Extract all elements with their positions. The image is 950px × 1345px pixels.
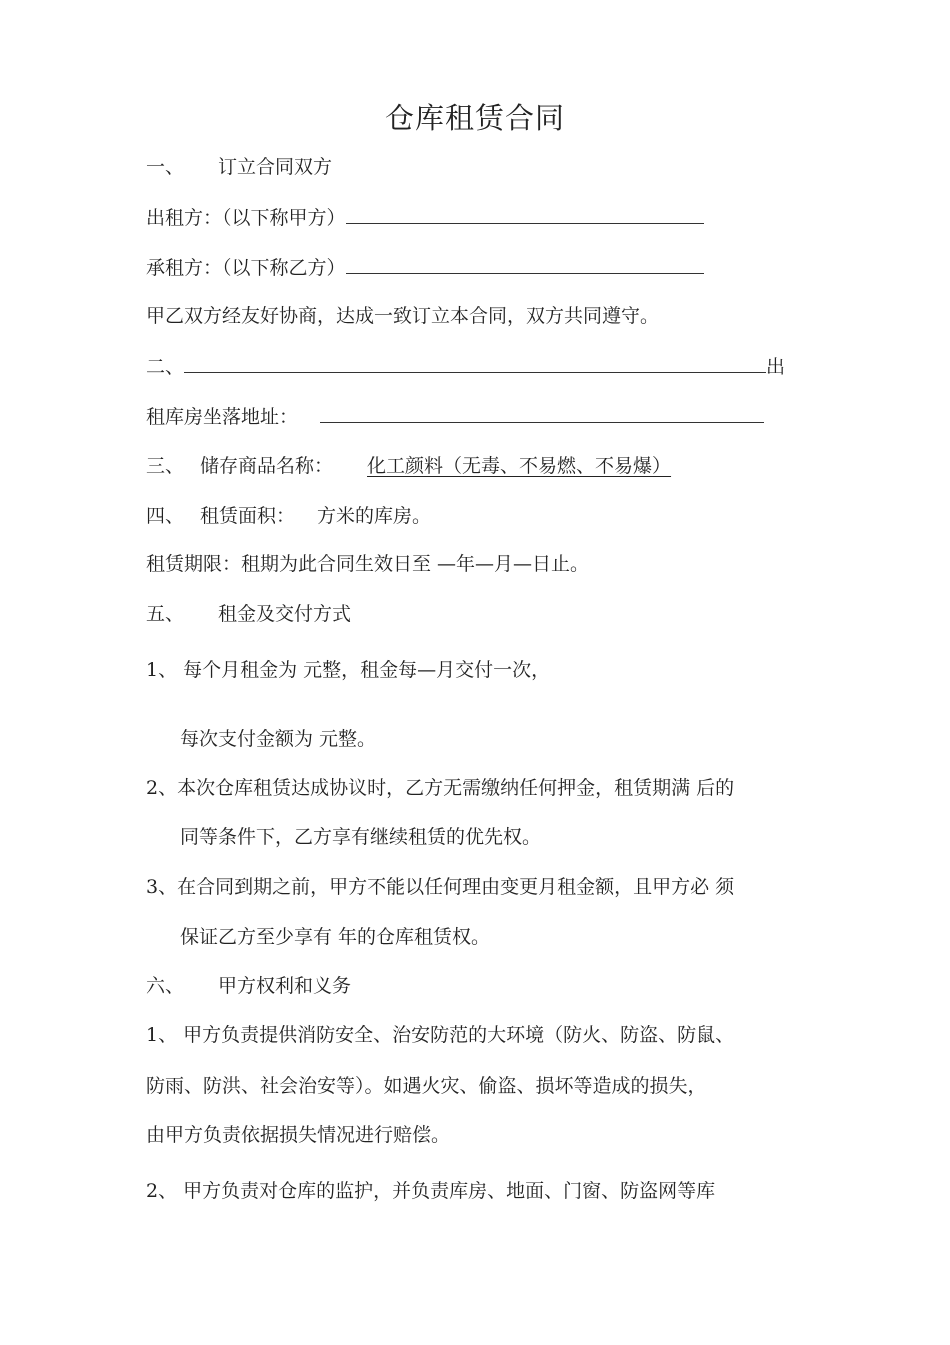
clause-6-2: 2、 甲方负责对仓库的监护，并负责库房、地面、门窗、防盗网等库 — [146, 1180, 716, 1202]
goods-name: 化工颜料（无毒、不易燃、不易爆） — [367, 455, 672, 477]
agreement-line: 甲乙双方经友好协商，达成一致订立本合同，双方共同遵守。 — [146, 305, 660, 327]
lessee-blank — [346, 253, 704, 274]
document-title: 仓库租赁合同 — [384, 101, 565, 135]
section-number: 六、 — [146, 975, 185, 997]
section-5-heading — [146, 600, 351, 628]
section-title: 订立合同双方 — [218, 156, 333, 178]
area-value: 方米的库房。 — [317, 505, 432, 527]
lease-term-line: 租赁期限：租期为此合同生效日至 —年—月—日止。 — [146, 553, 590, 575]
lessor-line — [146, 203, 704, 232]
section-2-tail: 出 — [766, 356, 786, 378]
section-number: 一、 — [146, 156, 185, 178]
section-number: 三、 — [146, 455, 185, 477]
clause-5-3: 3、在合同到期之前，甲方不能以任何理由变更月租金额，且甲方必 须 — [146, 876, 735, 898]
clause-5-3-cont: 保证乙方至少享有 年的仓库租赁权。 — [180, 926, 491, 948]
clause-5-2: 2、本次仓库租赁达成协议时，乙方无需缴纳任何押金，租赁期满 后的 — [146, 777, 735, 799]
address-line — [146, 402, 764, 431]
section-number: 二、 — [146, 356, 185, 378]
address-label: 租库房坐落地址： — [146, 406, 299, 428]
lessee-label: 承租方：（以下称乙方） — [146, 257, 346, 279]
section-number: 四、 — [146, 505, 185, 527]
clause-5-1: 1、 每个月租金为 元整，租金每—月交付一次， — [146, 659, 551, 681]
area-label: 租赁面积： — [200, 505, 296, 527]
lessor-label: 出租方：（以下称甲方） — [146, 207, 346, 229]
clause-6-1-cont: 防雨、防洪、社会治安等）。如遇火灾、偷盗、损坏等造成的损失， — [146, 1075, 707, 1097]
section-4-line — [146, 502, 431, 530]
section-6-heading — [146, 972, 351, 1000]
clause-6-1: 1、 甲方负责提供消防安全、治安防范的大环境（防火、防盗、防鼠、 — [146, 1024, 735, 1046]
goods-label: 储存商品名称： — [200, 455, 334, 477]
section-3-line — [146, 452, 671, 480]
clause-5-2-cont: 同等条件下，乙方享有继续租赁的优先权。 — [180, 826, 542, 848]
section-2-blank — [184, 352, 766, 373]
section-title: 租金及交付方式 — [218, 603, 352, 625]
lessee-line — [146, 253, 704, 282]
clause-5-1-cont: 每次支付金额为 元整。 — [180, 728, 377, 750]
section-2-line — [146, 352, 785, 381]
clause-6-1-cont2: 由甲方负责依据损失情况进行赔偿。 — [146, 1124, 451, 1146]
lessor-blank — [346, 203, 704, 224]
section-title: 甲方权利和义务 — [218, 975, 352, 997]
section-1-heading — [146, 153, 332, 181]
address-blank — [320, 402, 764, 423]
section-number: 五、 — [146, 603, 185, 625]
